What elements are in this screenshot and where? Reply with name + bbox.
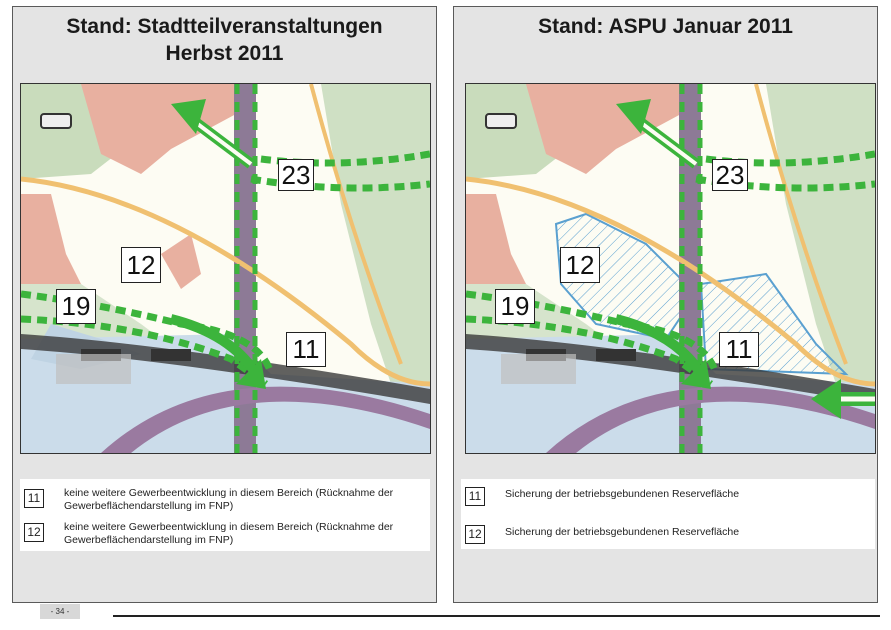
map-label-23: 23 bbox=[278, 159, 314, 191]
legend-text: Sicherung der betriebsgebundenen Reservefläche bbox=[505, 488, 740, 500]
right-panel-title: Stand: ASPU Januar 2011 bbox=[538, 15, 793, 38]
footer-rule bbox=[113, 615, 880, 617]
map-label-19: 19 bbox=[56, 289, 96, 324]
map-label-11: 11 bbox=[286, 332, 326, 367]
legend-row bbox=[465, 485, 871, 507]
right-map bbox=[465, 83, 876, 454]
map-label-12: 12 bbox=[121, 247, 161, 283]
right-legend bbox=[461, 479, 875, 549]
map-label-19: 19 bbox=[495, 289, 535, 324]
legend-row bbox=[465, 523, 871, 545]
left-map bbox=[20, 83, 431, 454]
legend-number: 12 bbox=[24, 523, 44, 542]
legend-row bbox=[24, 485, 426, 513]
map-label-23: 23 bbox=[712, 159, 748, 191]
map-label-12: 12 bbox=[560, 247, 600, 283]
legend-row bbox=[24, 519, 426, 547]
legend-text: keine weitere Gewerbeentwicklung in diesem Bereich (Rücknahme der Gewerbeflächendarstellung im FNP) bbox=[64, 487, 394, 512]
legend-number: 11 bbox=[465, 487, 485, 506]
left-panel bbox=[12, 6, 437, 603]
page-number: - 34 - bbox=[40, 604, 80, 619]
legend-number: 12 bbox=[465, 525, 485, 544]
left-panel-title: Stand: Stadtteilveranstaltungen Herbst 2011 bbox=[66, 15, 383, 65]
right-panel bbox=[453, 6, 878, 603]
legend-number: 11 bbox=[24, 489, 44, 508]
left-legend bbox=[20, 479, 430, 551]
legend-text: Sicherung der betriebsgebundenen Reservefläche bbox=[505, 526, 740, 538]
legend-text: keine weitere Gewerbeentwicklung in diesem Bereich (Rücknahme der Gewerbeflächendarstellung im FNP) bbox=[64, 521, 394, 546]
map-label-11: 11 bbox=[719, 332, 759, 367]
